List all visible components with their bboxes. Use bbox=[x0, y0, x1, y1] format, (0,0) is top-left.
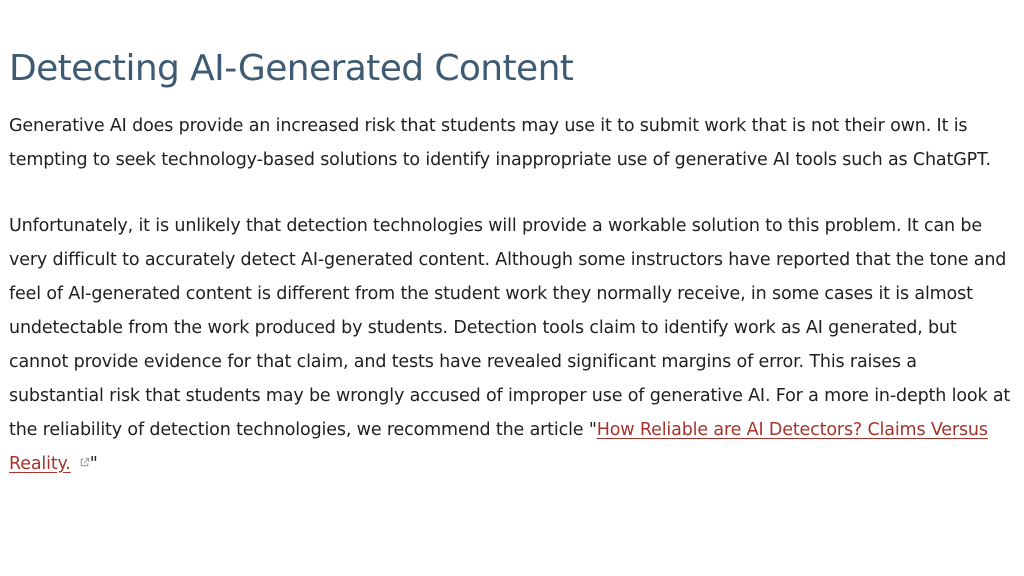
paragraph-intro: Generative AI does provide an increased risk that students may use it to submit work that is not their own. It is tempting to seek technology-based solutions to identify inappropriate use of generative AI tools such as ChatGPT. bbox=[9, 116, 991, 170]
page-title: Detecting AI-Generated Content bbox=[9, 48, 574, 89]
article-link[interactable]: How Reliable are AI Detectors? Claims Versus Reality. bbox=[9, 420, 988, 474]
closing-quote: " bbox=[89, 454, 98, 474]
article bbox=[9, 40, 1015, 481]
external-link-icon[interactable] bbox=[79, 457, 90, 468]
paragraph-detection-text: Unfortunately, it is unlikely that detection technologies will provide a workable solution to this problem. It can be very difficult to accurately detect AI-generated content. Although some instructors have reported that the tone and feel of AI-generated content is different from the student work they normally receive, in some cases it is almost undetectable from the work produced by students. Detection tools claim to identify work as AI generated, but cannot provide evidence for that claim, and tests have revealed significant margins of error. This raises a substantial risk that students may be wrongly accused of improper use of generative AI. For a more in-depth look at the reliability of detection technologies, we recommend the article " bbox=[9, 216, 1011, 440]
paragraph-detection bbox=[9, 209, 1015, 481]
